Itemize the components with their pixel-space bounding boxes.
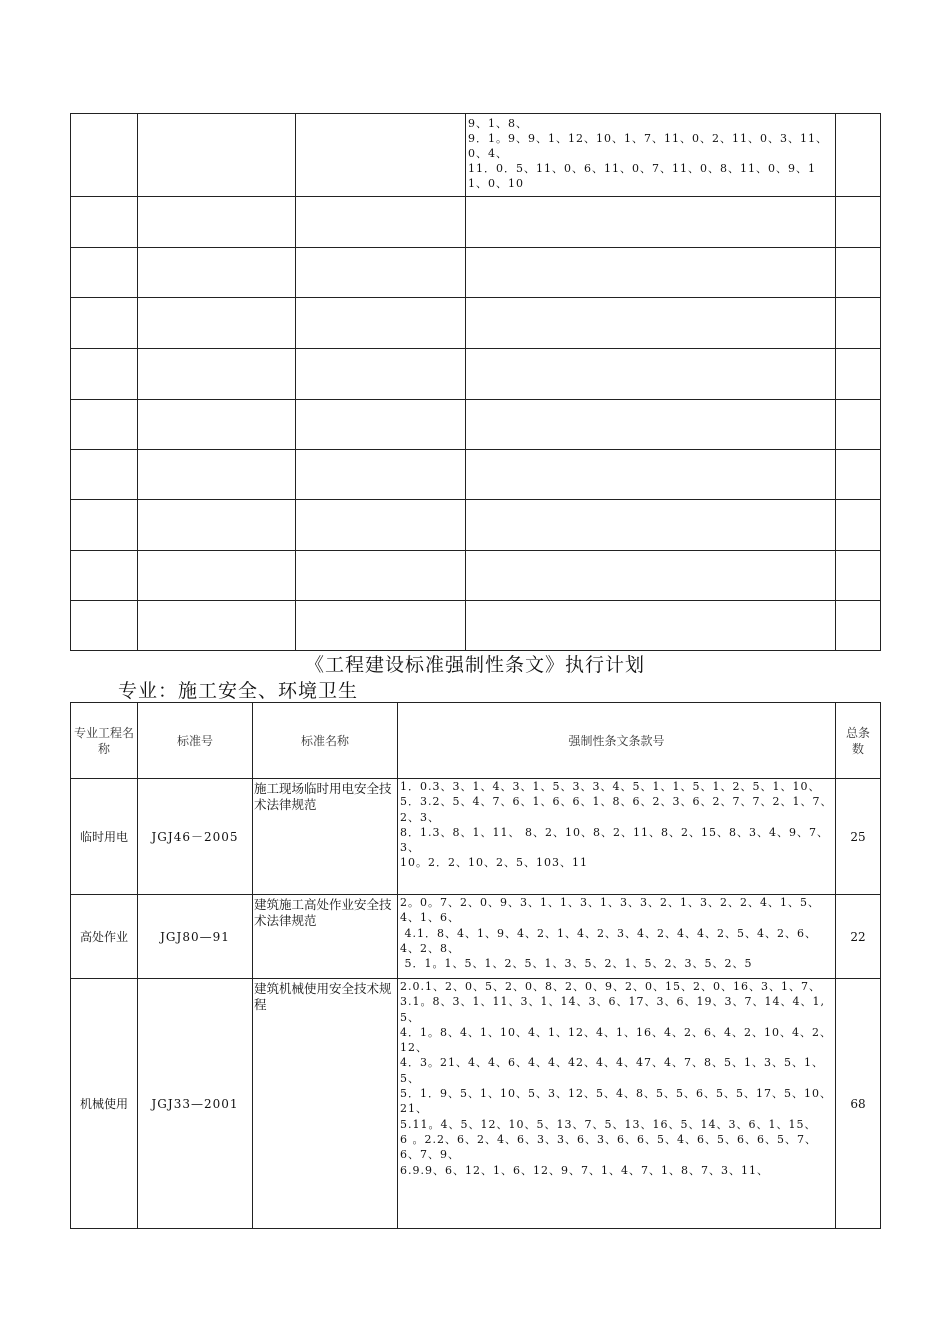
table-row	[71, 197, 881, 248]
table-row	[71, 979, 881, 1229]
standard-name-cell: 建筑机械使用安全技术规程	[253, 979, 398, 1229]
header-code: 标准号	[138, 703, 253, 779]
header-category: 专业工程名称	[71, 703, 138, 779]
page-title: 《工程建设标准强制性条文》执行计划	[304, 654, 645, 676]
continuation-table	[70, 113, 881, 651]
header-clauses: 强制性条文条款号	[398, 703, 836, 779]
category-cell: 机械使用	[71, 979, 138, 1229]
table-row	[71, 114, 881, 197]
clauses-cell: 2。0。7、2、0、9、3、1、1、3、1、3、3、2、1、3、2、2、4、1、5、4、1、6、 4.1．8、4、1、9、4、2、1、4、2、3、4、2、4、4、2、5、4、2、6、4、2、8、 5．1。1、5、1、2、5、1、3、5、2、1、5、2、3、5、2、5	[398, 895, 836, 979]
table-row	[71, 779, 881, 895]
table-row	[71, 400, 881, 450]
standard-name-cell: 施工现场临时用电安全技术法律规范	[253, 779, 398, 895]
standard-code-cell: JGJ80—91	[138, 895, 253, 979]
table-row	[71, 450, 881, 500]
code-cell	[138, 114, 296, 197]
total-cell	[836, 114, 881, 197]
specialty-subtitle: 专业：施工安全、环境卫生	[118, 680, 359, 702]
total-cell: 22	[836, 895, 881, 979]
header-total: 总条数	[836, 703, 881, 779]
table-row	[71, 551, 881, 601]
standards-table	[70, 702, 881, 1229]
standard-code-cell: JGJ46－2005	[138, 779, 253, 895]
category-cell: 临时用电	[71, 779, 138, 895]
name-cell	[296, 114, 466, 197]
table-row	[71, 298, 881, 349]
clauses-cell: 2.0.1、2、0、5、2、0、8、2、0、9、2、0、15、2、0、16、3、1、7、 3.1。8、3、1、11、3、1、14、3、6、17、3、6、19、3、7、14、4、1,5、 4．1。8、4、1、10、4、1、12、4、1、16、4、2、6、4、2、10、4、2、12、 4．3。21、4、4、6、4、4、42、4、4、47、4、7、8、5、1、3、5、1、5、 5．1．9、5、1、10、5、3、12、5、4、8、5、5、6、5、5、17、5、10、21、 5.11。4、5、12、10、5、13、7、5、13、16、5、14、3、6、1、15、 6 。2.2、6、2、4、6、3、3、6、3、6、6、5、4、6、5、6、6、5、7、6、7、9、 6.9.9、6、12、1、6、12、9、7、1、4、7、1、8、7、3、11、	[398, 979, 836, 1229]
table-row	[71, 601, 881, 651]
table-row	[71, 500, 881, 551]
header-row	[71, 703, 881, 779]
category-cell	[71, 114, 138, 197]
total-cell: 68	[836, 979, 881, 1229]
table-row	[71, 895, 881, 979]
table-row	[71, 349, 881, 400]
standard-code-cell: JGJ33—2001	[138, 979, 253, 1229]
total-cell: 25	[836, 779, 881, 895]
table-row	[71, 248, 881, 298]
header-name: 标准名称	[253, 703, 398, 779]
clauses-cell: 9、1、8、 9．1。9、9、1、12、10、1、7、11、0、2、11、0、3、11、0、4、 11．0．5、11、0、6、11、0、7、11、0、8、11、0、9、11、0、10	[466, 114, 836, 197]
category-cell: 高处作业	[71, 895, 138, 979]
standard-name-cell: 建筑施工高处作业安全技术法律规范	[253, 895, 398, 979]
clauses-cell: 1．0.3、3、1、4、3、1、5、3、3、4、5、1、1、5、1、2、5、1、10、 5．3.2、5、4、7、6、1、6、6、1、8、6、2、3、6、2、7、7、2、1、7、2、3、 8．1.3、8、1、11、 8、2、10、8、2、11、8、2、15、8、3、4、9、7、3、 10。2．2、10、2、5、103、11	[398, 779, 836, 895]
